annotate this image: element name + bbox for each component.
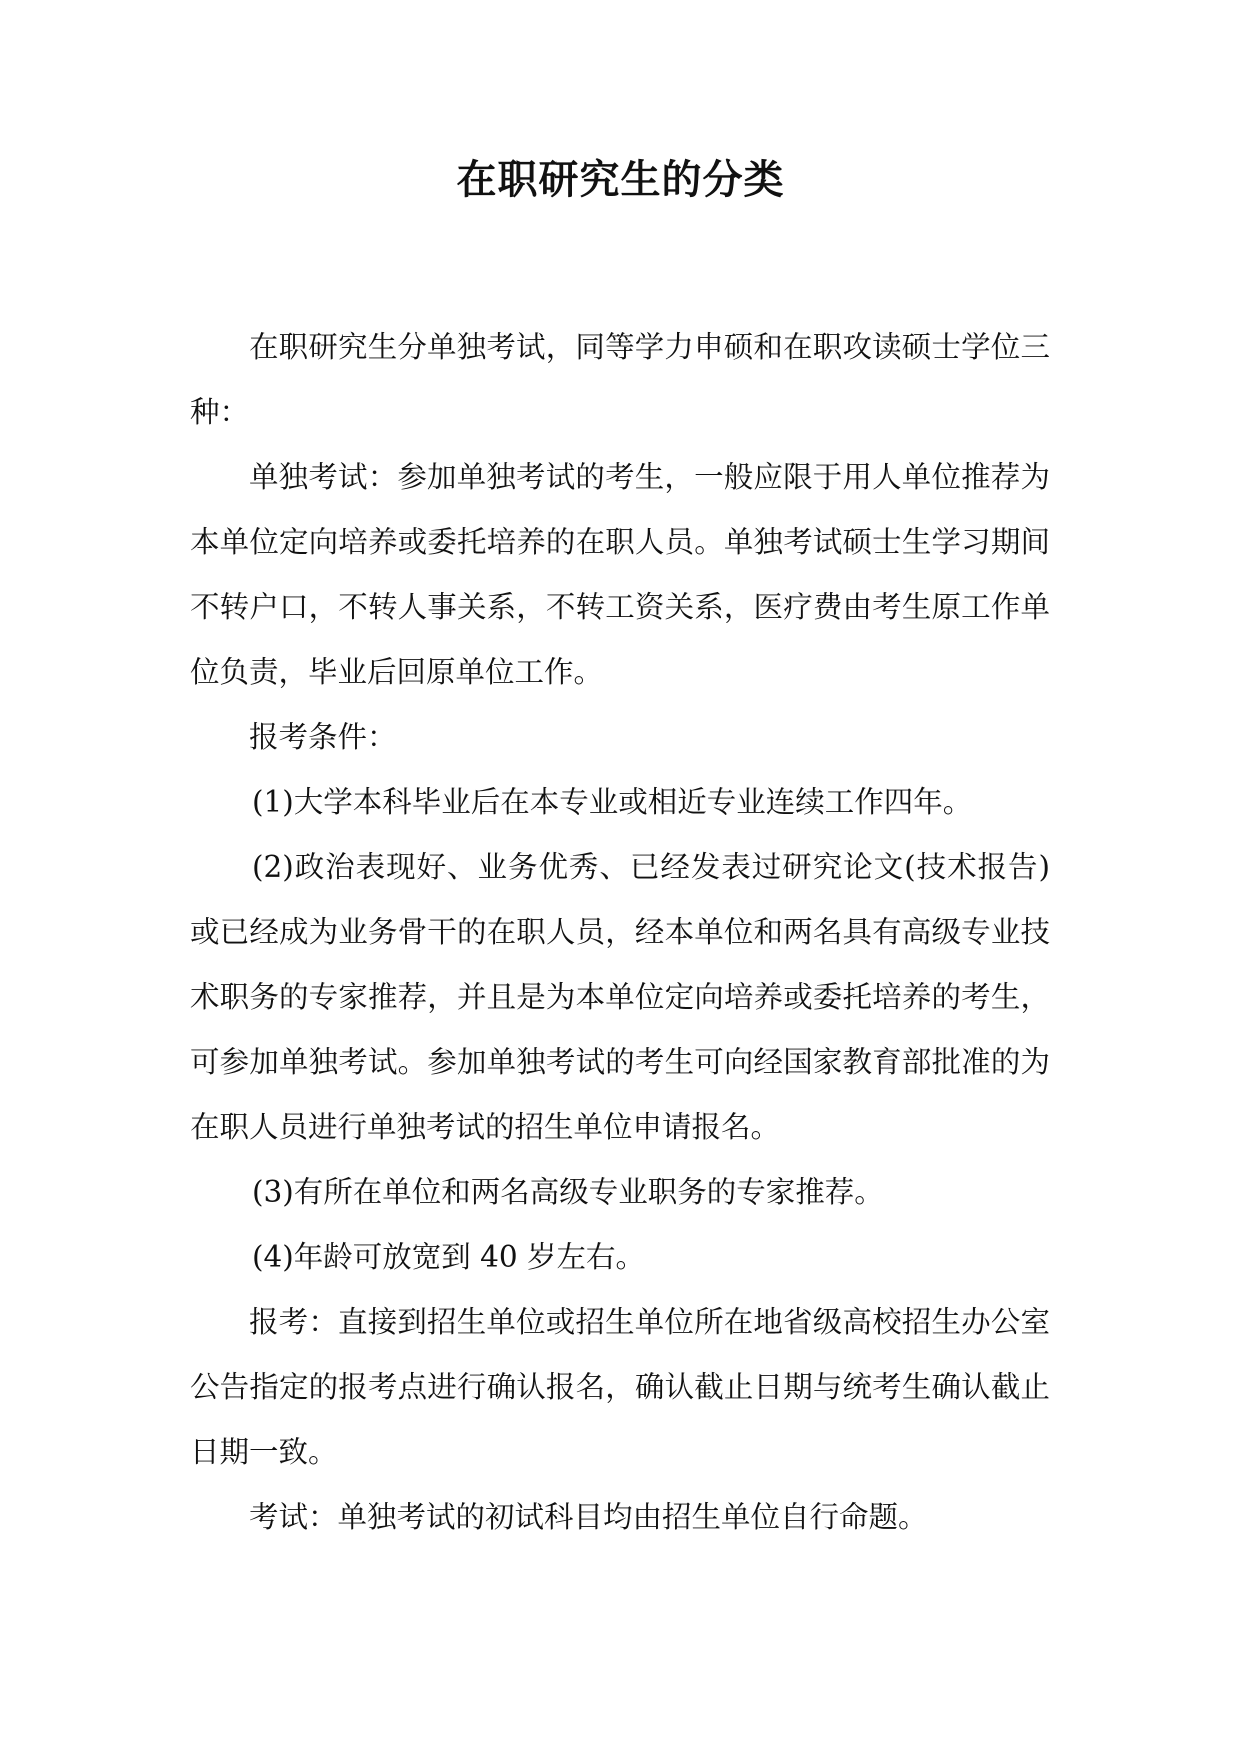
paragraph-single-exam: 单独考试：参加单独考试的考生，一般应限于用人单位推荐为本单位定向培养或委托培养的在职人员。单独考试硕士生学习期间不转户口，不转人事关系，不转工资关系，医疗费由考生原工作单位负责，毕业后回原单位工作。 [190,460,1050,689]
paragraph-condition-1: (1)大学本科毕业后在本专业或相近专业连续工作四年。 [251,785,973,819]
paragraph-intro: 在职研究生分单独考试，同等学力申硕和在职攻读硕士学位三种： [190,330,1050,429]
paragraph-condition-3: (3)有所在单位和两名高级专业职务的专家推荐。 [251,1175,884,1209]
paragraph-condition-2: (2)政治表现好、业务优秀、已经发表过研究论文(技术报告)或已经成为业务骨干的在职人员，经本单位和两名具有高级专业技术职务的专家推荐，并且是为本单位定向培养或委托培养的考生，可参加单独考试。参加单独考试的考生可向经国家教育部批准的为在职人员进行单独考试的招生单位申请报名。 [190,850,1050,1144]
paragraph-condition-4: (4)年龄可放宽到 40 岁左右。 [251,1240,646,1274]
document-title: 在职研究生的分类 [456,157,785,203]
paragraph-conditions-heading: 报考条件： [249,720,397,754]
paragraph-exam: 考试：单独考试的初试科目均由招生单位自行命题。 [249,1500,928,1534]
document-body [190,315,1050,1550]
paragraph-registration: 报考：直接到招生单位或招生单位所在地省级高校招生办公室公告指定的报考点进行确认报名，确认截止日期与统考生确认截止日期一致。 [190,1305,1050,1469]
